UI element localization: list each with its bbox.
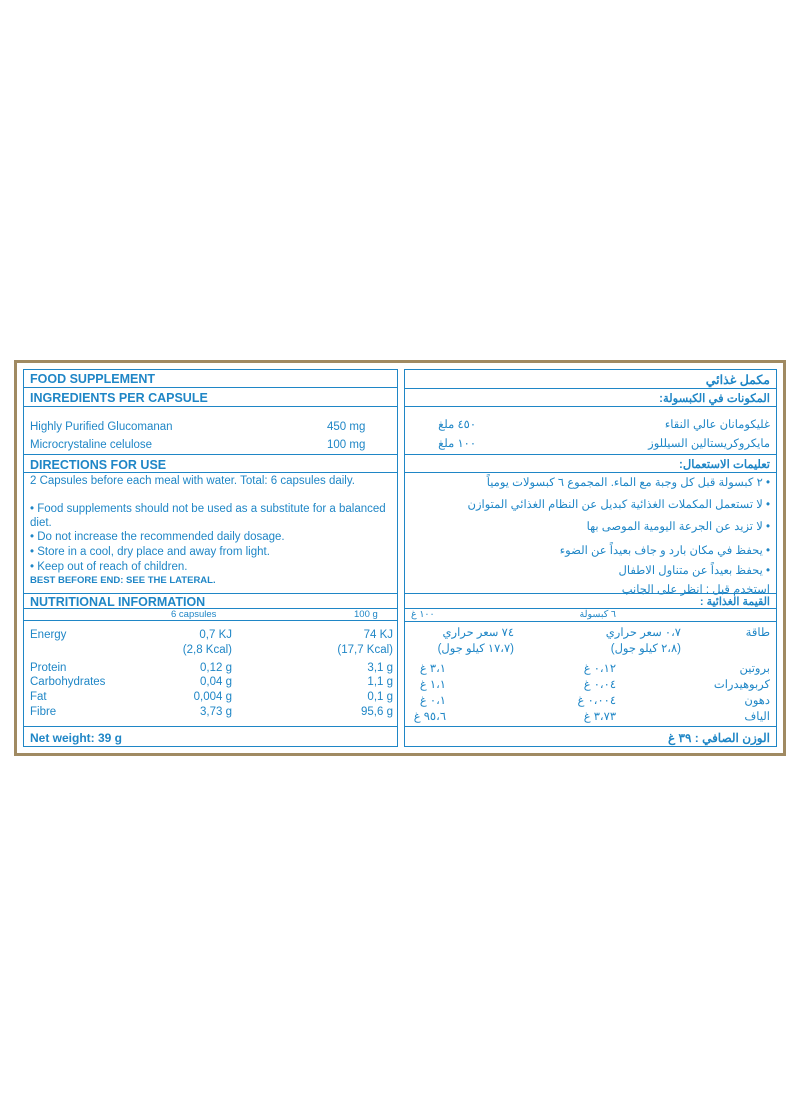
ingredients-heading-row-ar [405,388,776,407]
nutrient-100g-ar: (١٧،٧ كيلو جول) [437,643,514,655]
col-100g-ar: ١٠٠ غ [411,609,435,620]
directions-line: 2 Capsules before each meal with water. Total: 6 capsules daily. [30,475,355,487]
nutrient-6caps: 0,004 g [193,691,232,703]
nutrient-6caps-ar: ٠،٠٤ غ [583,679,616,691]
ingredient-amount-ar: ١٠٠ ملغ [438,438,476,450]
supplement-label [14,360,786,756]
nutrient-100g: 1,1 g [367,676,393,688]
ingredient-amount: 450 mg [327,421,366,433]
title-row [24,370,397,388]
ingredients-heading: INGREDIENTS PER CAPSULE [30,391,208,405]
nutrient-name-ar: بروتين [739,663,770,675]
nutrient-name: Fibre [30,706,57,718]
nutrient-100g-ar: ١،١ غ [419,679,446,691]
nutrient-100g: 0,1 g [367,691,393,703]
directions-bullet: • Food supplements should not be used as a substitute for a balanced diet. [30,503,386,529]
directions-heading-ar: تعليمات الاستعمال: [679,459,770,471]
nutrient-name-ar: الياف [744,711,770,723]
nutrient-6caps: (2,8 Kcal) [182,644,232,656]
ingredients-heading-ar: المكونات في الكبسولة: [659,393,770,405]
ingredient-name-ar: مايكروكريستالين السيللوز [648,438,770,450]
best-before: BEST BEFORE END: SEE THE LATERAL. [30,575,216,586]
arabic-panel [404,369,777,747]
nutrient-6caps-ar: ٣،٧٣ غ [583,711,616,723]
nutrient-100g: (17,7 Kcal) [337,644,393,656]
col-6-capsules-ar: ٦ كبسولة [579,609,616,620]
nutrient-6caps: 3,73 g [200,706,232,718]
nutrient-6caps-ar: ٠،١٢ غ [583,663,616,675]
directions-bullet: • Store in a cool, dry place and away from light. [30,546,270,558]
ingredient-name-ar: غليكومانان عالي النقاء [664,419,770,431]
nutrition-heading-ar: القيمة الغذائية : [699,596,770,608]
nutrition-heading-row-ar [405,593,776,609]
nutrient-6caps-ar: ٠،٧ سعر حراري [605,627,681,639]
net-weight-row [24,726,397,748]
nutrient-100g-ar: ٩٥،٦ غ [413,711,446,723]
ingredients-heading-row [24,388,397,407]
title-ar: مكمل غذائي [705,373,770,387]
title: FOOD SUPPLEMENT [30,372,156,386]
nutrient-6caps-ar: ٠،٠٠٤ غ [577,695,616,707]
best-before-ar: استخدم قبل : انظر على الجانب [621,584,770,596]
nutrient-name-ar: دهون [744,695,770,707]
nutrient-100g: 3,1 g [367,662,393,674]
nutrient-100g: 74 KJ [363,629,393,641]
nutrient-name: Energy [30,629,67,641]
directions-text-ar [411,476,770,597]
directions-bullet-ar: • ٢ كبسولة قبل كل وجبة مع الماء. المجموع ٦ كبسولات يومياً [486,477,770,489]
nutrient-name: Protein [30,662,67,674]
ingredient-row-ar [405,437,776,453]
ingredient-row [24,438,397,454]
nutrient-name: Carbohydrates [30,676,106,688]
directions-bullet-ar: • يحفظ في مكان بارد و جاف بعيداً عن الضوء [559,545,770,557]
ingredient-row [24,420,397,436]
ingredient-row-ar [405,418,776,434]
directions-text [30,474,389,586]
nutrient-6caps: 0,12 g [200,662,232,674]
nutrition-heading-row [24,593,397,609]
ingredient-amount-ar: ٤٥٠ ملغ [438,419,476,431]
nutrient-name-ar: كربوهيدرات [713,679,770,691]
net-weight-row-ar [405,726,776,748]
directions-bullet-ar: • لا تستعمل المكملات الغذائية كبديل عن النظام الغذائي المتوازن [467,499,770,511]
directions-heading-row [24,454,397,473]
nutrition-heading: NUTRITIONAL INFORMATION [30,595,206,609]
nutrient-name-ar: طاقة [745,627,770,639]
nutrient-100g: 95,6 g [361,706,393,718]
ingredient-amount: 100 mg [327,439,366,451]
ingredient-name: Highly Purified Glucomanan [30,421,173,433]
english-panel [23,369,398,747]
directions-bullet: • Do not increase the recommended daily dosage. [30,531,285,543]
ingredient-name: Microcrystaline celulose [30,439,153,451]
nutrient-100g-ar: ٧٤ سعر حراري [442,627,514,639]
nutrient-name: Fat [30,691,47,703]
directions-bullet-ar: • لا تزيد عن الجرعة اليومية الموصى بها [586,521,770,533]
net-weight-ar: الوزن الصافي : ٣٩ غ [668,731,770,745]
nutrient-100g-ar: ٣،١ غ [419,663,446,675]
col-6-capsules: 6 capsules [171,609,217,620]
nutrient-6caps: 0,7 KJ [199,629,232,641]
nutrition-column-headers-ar [405,609,776,622]
col-100g: 100 g [354,609,378,620]
directions-bullet-ar: • يحفظ بعيداً عن متناول الاطفال [618,565,770,577]
nutrient-100g-ar: ٠،١ غ [419,695,446,707]
nutrient-6caps: 0,04 g [200,676,232,688]
directions-heading-row-ar [405,454,776,473]
title-row-ar [405,370,776,388]
nutrition-column-headers [24,609,397,621]
nutrient-6caps-ar: (٢،٨ كيلو جول) [610,643,681,655]
directions-bullet: • Keep out of reach of children. [30,561,188,573]
net-weight: Net weight: 39 g [30,731,123,745]
directions-heading: DIRECTIONS FOR USE [30,458,167,472]
